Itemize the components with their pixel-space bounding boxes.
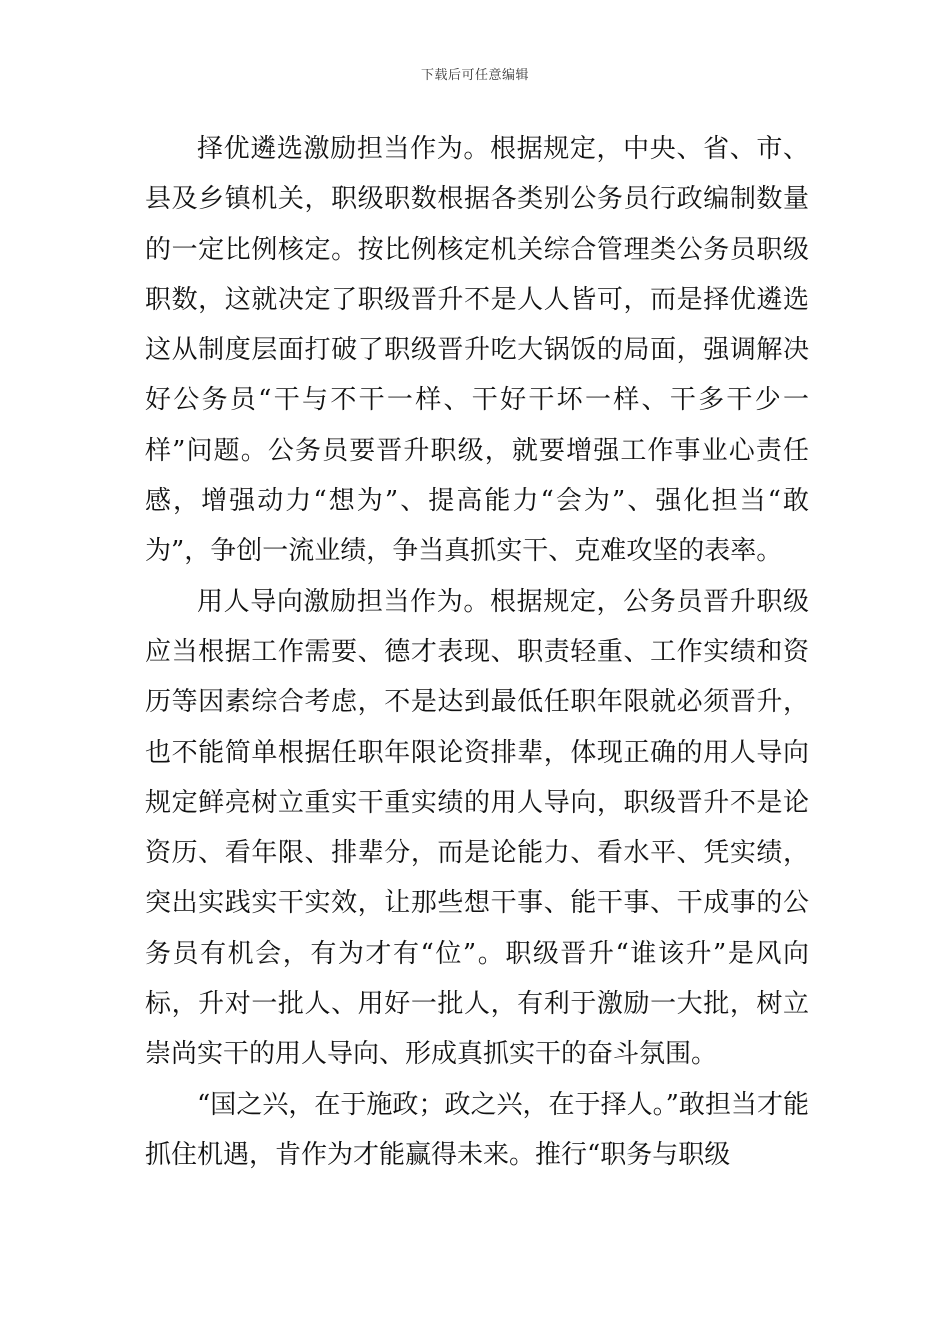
paragraph-2: 用人导向激励担当作为。根据规定，公务员晋升职级应当根据工作需要、德才表现、职责轻重、工作实绩和资历等因素综合考虑，不是达到最低任职年限就必须晋升，也不能简单根据任职年限论资排辈，体现正确的用人导向规定鲜亮树立重实干重实绩的用人导向，职级晋升不是论资历、看年限、排辈分，而是论能力、看水平、凭实绩，突出实践实干实效，让那些想干事、能干事、干成事的公务员有机会，有为才有“位”。职级晋升“谁该升”是风向标，升对一批人、用好一批人，有利于激励一大批，树立崇尚实干的用人导向、形成真抓实干的奋斗氛围。 xyxy=(145,586,809,1070)
document-body xyxy=(145,124,809,1180)
paragraph-1: 择优遴选激励担当作为。根据规定，中央、省、市、县及乡镇机关，职级职数根据各类别公务员行政编制数量的一定比例核定。按比例核定机关综合管理类公务员职级职数，这就决定了职级晋升不是人人皆可，而是择优遴选这从制度层面打破了职级晋升吃大锅饭的局面，强调解决好公务员“干与不干一样、干好干坏一样、干多干少一样”问题。公务员要晋升职级，就要增强工作事业心责任感，增强动力“想为”、提高能力“会为”、强化担当“敢为”，争创一流业绩，争当真抓实干、克难攻坚的表率。 xyxy=(145,134,809,567)
paragraph-3: “国之兴，在于施政；政之兴，在于择人。”敢担当才能抓住机遇，肯作为才能赢得未来。推行“职务与职级 xyxy=(145,1089,809,1170)
page-header: 下载后可任意编辑 xyxy=(420,68,529,83)
